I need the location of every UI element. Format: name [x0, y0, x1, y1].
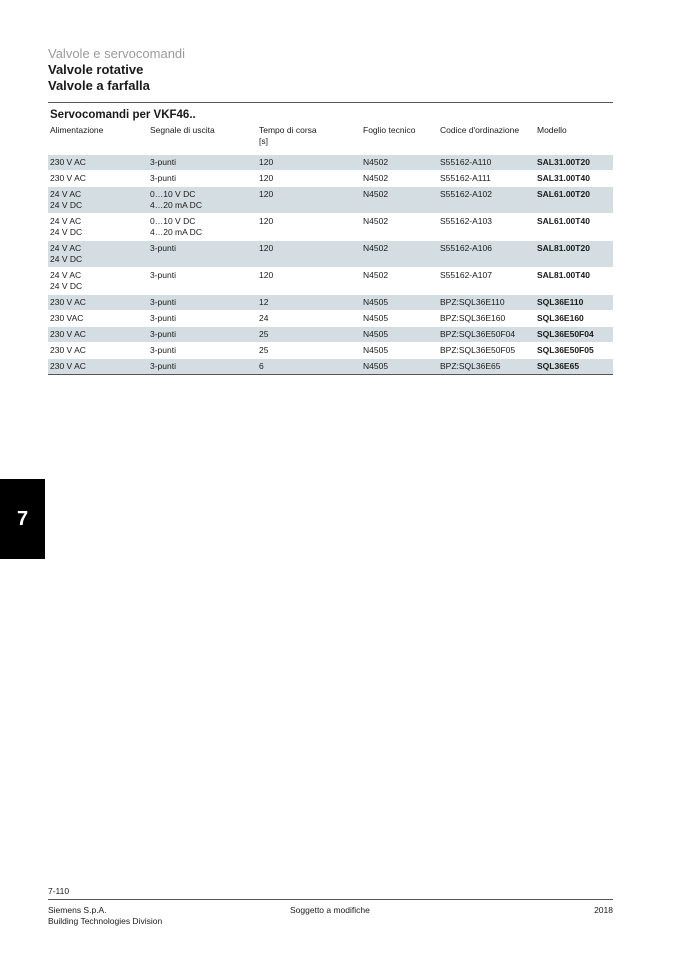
page-number: 7-110 [48, 886, 70, 896]
cell-model-text: SAL61.00T20 [537, 188, 590, 199]
cell-signal-text: 3-punti [150, 296, 176, 307]
table-header-row [48, 123, 613, 154]
cell-time-text: 120 [259, 172, 274, 183]
cell-sheet-text: N4505 [363, 296, 389, 307]
col-header-sheet: Foglio tecnico [363, 125, 416, 135]
col-header-code: Codice d'ordinazione [440, 125, 520, 135]
table-row [48, 186, 613, 213]
cell-model [535, 170, 613, 186]
cell-signal-text: 3-punti [150, 344, 176, 355]
cell-signal [148, 310, 257, 326]
cell-supply-text: 230 VAC [50, 312, 84, 323]
cell-code-text: S55162-A106 [440, 242, 492, 253]
cell-code-text: BPZ:SQL36E160 [440, 312, 506, 323]
cell-time [257, 154, 361, 170]
cell-time-text: 12 [259, 296, 269, 307]
cell-code [438, 267, 535, 294]
cell-signal [148, 154, 257, 170]
cell-time [257, 294, 361, 310]
cell-model-text: SAL31.00T40 [537, 172, 590, 183]
cell-supply-text: 24 V AC [50, 269, 82, 280]
cell-sheet-text: N4502 [363, 269, 389, 280]
cell-supply-text: 230 V AC [50, 156, 86, 167]
cell-model [535, 358, 613, 374]
section-title: Valvole e servocomandi [48, 46, 186, 61]
page-header [48, 46, 185, 94]
cell-supply-text: 24 V AC [50, 215, 82, 226]
cell-supply [48, 310, 148, 326]
cell-supply-text: 24 V DC [50, 280, 83, 291]
table-row [48, 342, 613, 358]
cell-sheet [361, 342, 438, 358]
cell-sheet-text: N4502 [363, 172, 389, 183]
company-division: Building Technologies Division [48, 916, 163, 926]
company-name: Siemens S.p.A. [48, 905, 107, 915]
cell-supply-text: 24 V DC [50, 253, 83, 264]
cell-supply [48, 213, 148, 240]
page-title-line1: Valvole rotative [48, 62, 144, 77]
cell-model-text: SAL31.00T20 [537, 156, 590, 167]
table-body [48, 154, 613, 374]
cell-supply-text: 230 V AC [50, 328, 86, 339]
cell-time [257, 170, 361, 186]
cell-supply [48, 267, 148, 294]
cell-signal [148, 267, 257, 294]
col-header-supply: Alimentazione [50, 125, 104, 135]
cell-time [257, 310, 361, 326]
cell-signal-text: 4…20 mA DC [150, 226, 202, 237]
col-header-time-unit: [s] [259, 136, 268, 146]
cell-sheet-text: N4502 [363, 188, 389, 199]
cell-sheet-text: N4505 [363, 344, 389, 355]
cell-model-text: SQL36E50F05 [537, 344, 594, 355]
cell-signal-text: 4…20 mA DC [150, 199, 202, 210]
cell-signal [148, 240, 257, 267]
cell-code [438, 186, 535, 213]
cell-time-text: 120 [259, 156, 274, 167]
cell-time [257, 342, 361, 358]
cell-signal-text: 3-punti [150, 269, 176, 280]
page-title-line2: Valvole a farfalla [48, 78, 150, 93]
cell-supply-text: 24 V DC [50, 226, 83, 237]
cell-model-text: SAL61.00T40 [537, 215, 590, 226]
cell-model-text: SQL36E110 [537, 296, 584, 307]
cell-signal-text: 0…10 V DC [150, 188, 196, 199]
cell-sheet [361, 310, 438, 326]
cell-supply [48, 170, 148, 186]
col-header-time-label: Tempo di corsa [259, 125, 317, 135]
actuator-table-section [48, 107, 613, 375]
cell-code [438, 170, 535, 186]
actuator-table [48, 123, 613, 375]
cell-supply [48, 326, 148, 342]
cell-supply-text: 24 V DC [50, 199, 83, 210]
cell-sheet [361, 186, 438, 213]
cell-supply [48, 186, 148, 213]
cell-sheet-text: N4502 [363, 215, 389, 226]
cell-model-text: SQL36E160 [537, 312, 584, 323]
cell-time [257, 186, 361, 213]
cell-supply-text: 24 V AC [50, 188, 82, 199]
cell-signal-text: 0…10 V DC [150, 215, 196, 226]
cell-code [438, 154, 535, 170]
footer-divider [48, 899, 613, 900]
cell-time [257, 267, 361, 294]
cell-sheet [361, 170, 438, 186]
cell-code [438, 310, 535, 326]
cell-supply [48, 240, 148, 267]
cell-time [257, 240, 361, 267]
cell-code [438, 294, 535, 310]
col-header-time [257, 123, 361, 154]
cell-model-text: SQL36E50F04 [537, 328, 594, 339]
cell-time-text: 120 [259, 215, 274, 226]
header-divider [48, 102, 613, 103]
cell-supply [48, 342, 148, 358]
cell-sheet [361, 267, 438, 294]
cell-code [438, 326, 535, 342]
cell-code-text: S55162-A107 [440, 269, 492, 280]
table-row [48, 240, 613, 267]
cell-signal-text: 3-punti [150, 328, 176, 339]
cell-signal-text: 3-punti [150, 156, 176, 167]
cell-code-text: BPZ:SQL36E50F05 [440, 344, 516, 355]
cell-time-text: 25 [259, 328, 269, 339]
cell-signal [148, 326, 257, 342]
table-title: Servocomandi per VKF46.. [50, 109, 196, 121]
cell-supply-text: 230 V AC [50, 360, 86, 371]
cell-time [257, 358, 361, 374]
cell-time-text: 25 [259, 344, 269, 355]
cell-time-text: 120 [259, 188, 274, 199]
table-row [48, 267, 613, 294]
cell-sheet [361, 326, 438, 342]
cell-model [535, 213, 613, 240]
footer-company [48, 905, 162, 927]
cell-supply-text: 24 V AC [50, 242, 82, 253]
cell-model [535, 342, 613, 358]
cell-model [535, 240, 613, 267]
cell-model [535, 326, 613, 342]
table-row [48, 310, 613, 326]
cell-signal [148, 213, 257, 240]
cell-time-text: 120 [259, 242, 274, 253]
cell-sheet-text: N4502 [363, 156, 389, 167]
footer-year: 2018 [594, 905, 613, 915]
cell-signal [148, 186, 257, 213]
cell-signal [148, 294, 257, 310]
cell-model-text: SQL36E65 [537, 360, 580, 371]
cell-time-text: 6 [259, 360, 264, 371]
table-row [48, 294, 613, 310]
table-row [48, 170, 613, 186]
cell-supply-text: 230 V AC [50, 172, 86, 183]
cell-time [257, 213, 361, 240]
table-row [48, 358, 613, 374]
cell-code [438, 213, 535, 240]
cell-sheet-text: N4505 [363, 312, 389, 323]
footer-notice: Soggetto a modifiche [290, 905, 370, 915]
table-row [48, 213, 613, 240]
cell-supply-text: 230 V AC [50, 296, 86, 307]
table-row [48, 326, 613, 342]
cell-model [535, 294, 613, 310]
cell-code-text: S55162-A103 [440, 215, 492, 226]
cell-model-text: SAL81.00T40 [537, 269, 590, 280]
cell-time [257, 326, 361, 342]
cell-sheet-text: N4505 [363, 360, 389, 371]
cell-supply-text: 230 V AC [50, 344, 86, 355]
cell-signal-text: 3-punti [150, 360, 176, 371]
chapter-tab: 7 [0, 479, 45, 559]
cell-time-text: 120 [259, 269, 274, 280]
cell-code-text: S55162-A110 [440, 156, 492, 167]
cell-code [438, 240, 535, 267]
cell-sheet-text: N4505 [363, 328, 389, 339]
cell-code [438, 342, 535, 358]
cell-model [535, 267, 613, 294]
cell-model-text: SAL81.00T20 [537, 242, 590, 253]
cell-model [535, 310, 613, 326]
cell-signal [148, 170, 257, 186]
cell-signal [148, 358, 257, 374]
cell-model [535, 186, 613, 213]
cell-code-text: BPZ:SQL36E65 [440, 360, 501, 371]
cell-code [438, 358, 535, 374]
cell-supply [48, 358, 148, 374]
cell-sheet [361, 240, 438, 267]
cell-code-text: S55162-A111 [440, 172, 491, 183]
cell-time-text: 24 [259, 312, 269, 323]
cell-signal-text: 3-punti [150, 242, 176, 253]
cell-sheet [361, 213, 438, 240]
cell-supply [48, 294, 148, 310]
cell-sheet [361, 154, 438, 170]
cell-supply [48, 154, 148, 170]
cell-code-text: BPZ:SQL36E110 [440, 296, 505, 307]
col-header-signal: Segnale di uscita [150, 125, 215, 135]
cell-code-text: BPZ:SQL36E50F04 [440, 328, 516, 339]
cell-signal [148, 342, 257, 358]
table-row [48, 154, 613, 170]
cell-model [535, 154, 613, 170]
cell-code-text: S55162-A102 [440, 188, 492, 199]
cell-signal-text: 3-punti [150, 172, 176, 183]
cell-signal-text: 3-punti [150, 312, 176, 323]
cell-sheet-text: N4502 [363, 242, 389, 253]
cell-sheet [361, 294, 438, 310]
col-header-model: Modello [537, 125, 567, 135]
cell-sheet [361, 358, 438, 374]
